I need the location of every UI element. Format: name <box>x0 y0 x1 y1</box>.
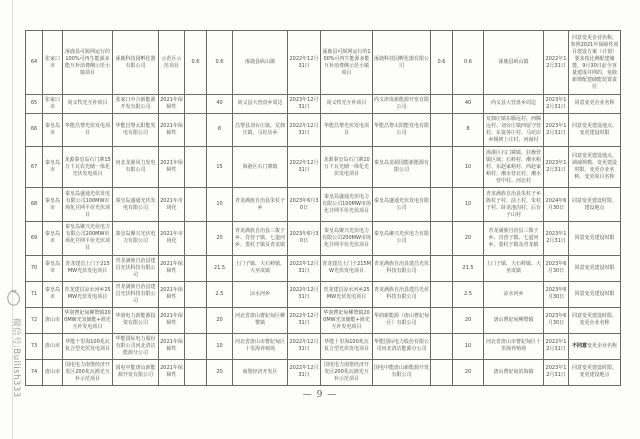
cell-remark <box>569 307 621 333</box>
cell-adjusted-project-name: 秦皇岛聚兴光伏电力有限公司200MW市场化并网平价光伏项目 <box>321 222 373 256</box>
cell-original-capacity-b: 8 <box>207 113 233 147</box>
table-row <box>26 188 621 222</box>
cell-original-project-type: 示范区示范项目 <box>159 31 185 95</box>
cell-original-project-type: 2021年保障性 <box>159 255 185 281</box>
cell-original-location: 河北省唐山曹妃甸区柳赞镇 <box>233 307 288 333</box>
cell-original-location: 河北省唐山市曹妃甸区十里海养殖场 <box>233 333 288 359</box>
cell-original-capacity-b: 20 <box>207 307 233 333</box>
cell-original-capacity-a <box>185 359 207 385</box>
cell-original-company: 秦皇岛聚兴光伏电力有限公司 <box>113 222 159 256</box>
cell-adjusted-deadline: 2024年6月30日 <box>544 188 569 222</box>
cell-city: 张家口市 <box>43 95 63 113</box>
cell-original-deadline: 2022年12月31日 <box>288 147 321 188</box>
cell-adjusted-deadline: 2023年12月31日 <box>544 147 569 188</box>
cell-original-project-name: 青龙建昌土门子215MW光伏发电项目 <box>63 255 113 281</box>
cell-original-deadline: 2022年12月31日 <box>288 31 321 95</box>
cell-original-company: 河北龙源风力发电有限公司 <box>113 147 159 188</box>
remark-disagree-text: 不同意 <box>571 342 587 349</box>
cell-adjusted-capacity-a <box>431 307 453 333</box>
cell-adjusted-capacity-a <box>431 255 453 281</box>
cell-serial-no: 65 <box>26 95 43 113</box>
cell-original-project-type: 2021年市场化 <box>159 222 185 256</box>
cell-remark <box>569 95 621 113</box>
cell-remark <box>569 188 621 222</box>
cell-adjusted-deadline: 2023年12月31日 <box>544 222 569 256</box>
cell-adjusted-capacity-b: 20 <box>453 359 484 385</box>
cell-adjusted-deadline: 2023年12月31日 <box>544 95 569 113</box>
cell-remark <box>569 281 621 307</box>
cell-adjusted-project-name: 国电电力南堡经济开发区200兆瓦渔光互补示范项目 <box>321 359 373 385</box>
cell-remark <box>569 359 621 385</box>
cell-original-capacity-a <box>185 95 207 113</box>
cell-adjusted-location: 荒佃庄镇东腾远村、西腾远村、刘台庄镇西留守营村、东宴各庄村、马坨店乡杨树上庄村、河南村 <box>484 113 544 147</box>
cell-adjusted-location: 海港区石门寨镇、驻操营镇区域；石岭村、潮水峪村、东赵家峪村、西赵家峪村、潮水营北村、潮水营中村、河北村 <box>484 147 544 188</box>
cell-adjusted-capacity-a <box>431 147 453 188</box>
cell-adjusted-capacity-b: 20 <box>453 222 484 256</box>
cell-serial-no: 68 <box>26 188 43 222</box>
cell-adjusted-project-name: 华能昌黎光伏发电项目 <box>321 113 373 147</box>
cell-original-capacity-b: 21.5 <box>207 255 233 281</box>
cell-original-company: 涿鹿科技园孵化器有限公司 <box>113 31 159 95</box>
cell-adjusted-location: 唐山曹妃甸柳赞镇 <box>484 307 544 333</box>
cell-adjusted-deadline: 2022年12月31日 <box>544 31 569 95</box>
table-row <box>26 255 621 281</box>
cell-original-project-name: 华能昌黎光伏发电项目 <box>63 113 113 147</box>
cell-city: 秦皇岛市 <box>43 188 63 222</box>
cell-original-capacity-a: 0.6 <box>185 31 207 95</box>
cell-adjusted-company: 华润新能源（唐山曹妃甸区）有限公司 <box>373 307 431 333</box>
cell-city: 秦皇岛市 <box>43 281 63 307</box>
cell-city: 秦皇岛市 <box>43 147 63 188</box>
table-row <box>26 359 621 385</box>
cell-original-capacity-b: 0.6 <box>207 31 233 95</box>
cell-original-capacity-a <box>185 307 207 333</box>
cell-original-capacity-a <box>185 113 207 147</box>
cell-adjusted-capacity-b: 10 <box>453 147 484 188</box>
remark-text: 同意变更建设时限、变更建设地点 <box>571 365 617 379</box>
cell-serial-no: 71 <box>26 281 43 307</box>
cell-adjusted-deadline: 2023年6月30日 <box>544 281 569 307</box>
cell-original-company: 华能昌黎太阳能发电有限公司 <box>113 113 159 147</box>
cell-original-project-name: 国电电力南堡经济开发区200兆瓦渔光互补示范项目 <box>63 359 113 385</box>
cell-original-project-type: 2021年保障性 <box>159 147 185 188</box>
doc-table-body <box>26 31 621 386</box>
cell-adjusted-capacity-b: 20 <box>453 307 484 333</box>
table-row <box>26 307 621 333</box>
remark-text: 同意变更建设时限 <box>574 234 615 241</box>
cell-city: 秦皇岛市 <box>43 222 63 256</box>
cell-original-project-type: 2021年保障性 <box>159 359 185 385</box>
cell-adjusted-project-name: 秦皇岛盛通光伏电力有限公司100MW市场化并网平价光伏项目 <box>321 188 373 222</box>
cell-original-deadline: 2022年12月31日 <box>288 359 321 385</box>
cell-adjusted-company: 华能昌黎太阳能发电有限公司 <box>373 113 431 147</box>
cell-original-capacity-b: 10 <box>207 188 233 222</box>
cell-remark <box>569 147 621 188</box>
cell-original-location: 海港区石门寨镇 <box>233 147 288 188</box>
cell-original-location: 青龙满族自治县朱杖子乡 <box>233 188 288 222</box>
cell-original-project-name: 秦皇岛聚兴光伏电力有限公司200MW市场化并网平价光伏项目 <box>63 222 113 256</box>
cell-adjusted-location: 青龙满族自治县朱杖子乡陈杖子村、前上村、朱杖子村、卧龙池沟村、后台子山村 <box>484 188 544 222</box>
cell-adjusted-company: 青龙满族自治县建昌光伏科技有限公司 <box>373 255 431 281</box>
cell-adjusted-capacity-a: 0.6 <box>431 31 453 95</box>
cell-adjusted-capacity-a <box>431 359 453 385</box>
cell-original-project-type: 2021年保障性 <box>159 113 185 147</box>
cell-original-location: 土门子镇、大石岭镇、大巫岚镇 <box>233 255 288 281</box>
cell-original-company: 张家口中合新能源开发有限公司 <box>113 95 159 113</box>
cell-adjusted-company: 涿鹿科技园孵化器有限公司 <box>373 31 431 95</box>
cell-original-project-type: 2021年保障性 <box>159 95 185 113</box>
remark-text: 变更企业名称 <box>587 342 618 349</box>
cell-adjusted-project-name: 龙源秦皇岛石门寨10万千瓦光储一体化光伏发电项目 <box>321 147 373 188</box>
cell-adjusted-company: 秦皇岛盛通光伏发电有限公司 <box>373 188 431 222</box>
cell-original-location: 涿鹿县矾山镇 <box>233 31 288 95</box>
cell-city: 秦皇岛市 <box>43 113 63 147</box>
cell-adjusted-deadline: 2023年6月30日 <box>544 255 569 281</box>
cell-adjusted-capacity-a <box>431 113 453 147</box>
cell-adjusted-location: 唐山曹妃甸滨海镇 <box>484 359 544 385</box>
cell-original-location: 凉水河乡 <box>233 281 288 307</box>
cell-adjusted-capacity-b: 10 <box>453 188 484 222</box>
cell-adjusted-deadline: 2022年12月31日 <box>544 333 569 359</box>
cell-adjusted-capacity-b: 8 <box>453 113 484 147</box>
cell-original-company: 国电中能唐山新能源开发有限公司 <box>113 359 159 385</box>
cell-original-capacity-b: 20 <box>207 359 233 385</box>
cell-original-project-type: 2021年保障性 <box>159 333 185 359</box>
cell-adjusted-location: 青龙满族自治县三拨子乡、肖营子镇、七道河乡、娄杖子镇及青龙镇 <box>484 222 544 256</box>
cell-adjusted-project-name: 尚义牧光互补项目 <box>321 95 373 113</box>
cell-original-capacity-a <box>185 188 207 222</box>
cell-remark <box>569 113 621 147</box>
cell-original-capacity-a <box>185 147 207 188</box>
cell-adjusted-capacity-b: 2.5 <box>453 281 484 307</box>
cell-original-project-name: 华能十里海100兆瓦复合型光伏发电项目 <box>63 333 113 359</box>
cell-adjusted-capacity-a <box>431 281 453 307</box>
cell-adjusted-company: 青龙满族自治县建昌光伏科技有限公司 <box>373 281 431 307</box>
table-row <box>26 281 621 307</box>
cell-serial-no: 64 <box>26 31 43 95</box>
cell-serial-no: 73 <box>26 333 43 359</box>
cell-original-project-name: 涿鹿县可脱网运行的100%可再生能源多能互补消费侧示范小镇项目 <box>63 31 113 95</box>
cell-city: 唐山市 <box>43 307 63 333</box>
cell-original-company: 青龙满族自治县建昌光伏科技有限公司 <box>113 255 159 281</box>
remark-text: 同意变更建设时限 <box>574 264 615 271</box>
remark-text: 同意变更建设时限 <box>574 290 615 297</box>
cell-adjusted-capacity-a <box>431 333 453 359</box>
table-row <box>26 147 621 188</box>
cell-adjusted-project-name: 华润曹妃甸柳赞镇200MW光氢储能+渔光互补发电项目 <box>321 307 373 333</box>
cell-original-location: 尚义县大营盘乡周边 <box>233 95 288 113</box>
cell-adjusted-location: 凉水河乡 <box>484 281 544 307</box>
cell-remark <box>569 333 621 359</box>
cell-adjusted-location: 土门子镇、大石岭镇、大巫岚镇 <box>484 255 544 281</box>
cell-adjusted-capacity-b: 40 <box>453 95 484 113</box>
cell-original-capacity-b: 2.5 <box>207 281 233 307</box>
table-row <box>26 222 621 256</box>
cell-original-capacity-a <box>185 281 207 307</box>
cell-adjusted-location: 河北省唐山市曹妃甸区十里海养殖场 <box>484 333 544 359</box>
watermark-label: 微信号:Bullish333 <box>11 318 21 398</box>
cell-adjusted-location: 尚义县大营盘乡周边 <box>484 95 544 113</box>
cell-adjusted-company: 国电中能唐山新能源开发有限公司 <box>373 359 431 385</box>
cell-remark <box>569 255 621 281</box>
cell-original-project-name: 青龙建昌凉水河乡25MW光伏发电项目 <box>63 281 113 307</box>
cell-serial-no: 66 <box>26 113 43 147</box>
cell-original-capacity-a <box>185 333 207 359</box>
cell-adjusted-capacity-a <box>431 222 453 256</box>
cell-serial-no: 72 <box>26 307 43 333</box>
cell-serial-no: 70 <box>26 255 43 281</box>
project-adjustment-table <box>25 30 621 386</box>
cell-original-deadline: 2023年6月30日 <box>288 188 321 222</box>
cell-original-deadline: 2022年12月31日 <box>288 113 321 147</box>
cell-original-project-type: 2021年保障性 <box>159 307 185 333</box>
cell-adjusted-deadline: 2023年6月30日 <box>544 307 569 333</box>
cell-original-deadline: 2022年12月31日 <box>288 255 321 281</box>
cell-serial-no: 74 <box>26 359 43 385</box>
remark-text: 同意变更建设地点、变更建设时限 <box>571 122 617 136</box>
remark-text: 同意变更建设时限、建设地点 <box>571 197 617 211</box>
cell-original-project-name: 秦皇岛盛通光伏发电有限公司100MW市场化并网平价光伏项目 <box>63 188 113 222</box>
cell-original-capacity-b: 40 <box>207 95 233 113</box>
cell-adjusted-company: 华能国际电力股份有限公司河北清洁能源分公司 <box>373 333 431 359</box>
cell-original-project-name: 华润曹妃甸柳赞镇200MW光氢储能+渔光互补发电项目 <box>63 307 113 333</box>
remark-text: 同意变更建设时限、变更企业名称 <box>571 313 617 327</box>
cell-city: 唐山市 <box>43 333 63 359</box>
cell-city: 张家口市 <box>43 31 63 95</box>
cell-city: 秦皇岛市 <box>43 255 63 281</box>
cell-adjusted-capacity-b: 21.5 <box>453 255 484 281</box>
cell-original-project-name: 龙源秦皇岛石门寨15万千瓦农光储一体化光伏发电项目 <box>63 147 113 188</box>
cell-adjusted-capacity-a <box>431 188 453 222</box>
cell-original-location: 青龙满族自治县三拨子乡、肖营子镇、七道河乡、娄杖子镇及青龙镇 <box>233 222 288 256</box>
cell-original-capacity-a <box>185 222 207 256</box>
cell-original-capacity-b: 10 <box>207 333 233 359</box>
cell-original-deadline: 2022年12月31日 <box>288 307 321 333</box>
page-number: — 9 — <box>302 390 338 400</box>
cell-original-deadline: 2023年12月31日 <box>288 95 321 113</box>
cell-adjusted-capacity-a <box>431 95 453 113</box>
cell-original-location: 南堡经济开发区 <box>233 359 288 385</box>
cell-original-deadline: 2023年6月30日 <box>288 222 321 256</box>
cell-original-company: 秦皇岛盛通光伏发电有限公司 <box>113 188 159 222</box>
remark-text: 同意变更企业名称 <box>574 100 615 107</box>
cell-adjusted-project-name: 涿鹿县可脱网运行的100%可再生能源多能互补消费侧示范小镇项目 <box>321 31 373 95</box>
cell-adjusted-deadline: 2023年12月31日 <box>544 113 569 147</box>
cell-original-company: 华能国际电力股份有限公司河北清洁能源分公司 <box>113 333 159 359</box>
cell-original-capacity-b: 15 <box>207 147 233 188</box>
cell-adjusted-company: 秦皇岛聚兴光伏电力有限公司 <box>373 222 431 256</box>
cell-serial-no: 69 <box>26 222 43 256</box>
cell-adjusted-project-name: 青龙建昌凉水河乡25MW光伏发电项目 <box>321 281 373 307</box>
cell-original-capacity-b: 20 <box>207 222 233 256</box>
cell-serial-no: 67 <box>26 147 43 188</box>
cell-original-project-type: 2021年市场化 <box>159 188 185 222</box>
table-row <box>26 333 621 359</box>
cell-adjusted-project-name: 华能十里海100兆瓦复合型光伏发电项目 <box>321 333 373 359</box>
cell-adjusted-location: 涿鹿县矾山镇 <box>484 31 544 95</box>
cell-adjusted-company: 秦皇岛龙源国能新能源有限公司 <box>373 147 431 188</box>
remark-text: 同意变更企业名称，参照2021年保障性项目建设方案（计划）要求按比例配建储能，9月30日前全容量建成并网的，免除新增配建储能装置责任 <box>570 34 619 90</box>
cell-original-project-name: 尚义牧光互补项目 <box>63 95 113 113</box>
remark-text: 同意变更建设地点、调减规模、变更建设时限、变更企业名称、变更项目名称 <box>571 153 617 181</box>
cell-remark <box>569 222 621 256</box>
watermark-scribble-icon <box>6 288 22 310</box>
cell-original-deadline: 2022年12月31日 <box>288 281 321 307</box>
cell-original-capacity-a <box>185 255 207 281</box>
cell-adjusted-project-name: 青龙建昌土门子215MW光伏发电项目 <box>321 255 373 281</box>
cell-original-location: 昌黎县刘台庄镇、荒佃庄镇、马坨店乡 <box>233 113 288 147</box>
cell-adjusted-capacity-b: 10 <box>453 333 484 359</box>
cell-remark <box>569 31 621 95</box>
cell-adjusted-company: 尚义津岚新能源开发有限公司 <box>373 95 431 113</box>
cell-original-company: 华润电力新能源投资有限公司 <box>113 307 159 333</box>
table-row <box>26 31 621 95</box>
table-row <box>26 95 621 113</box>
cell-original-deadline: 2022年12月31日 <box>288 333 321 359</box>
cell-adjusted-deadline: 2023年12月31日 <box>544 359 569 385</box>
cell-original-company: 青龙满族自治县建昌光伏科技有限公司 <box>113 281 159 307</box>
cell-original-project-type: 2021年保障性 <box>159 281 185 307</box>
table-row <box>26 113 621 147</box>
cell-city: 唐山市 <box>43 359 63 385</box>
cell-adjusted-capacity-b: 0.6 <box>453 31 484 95</box>
